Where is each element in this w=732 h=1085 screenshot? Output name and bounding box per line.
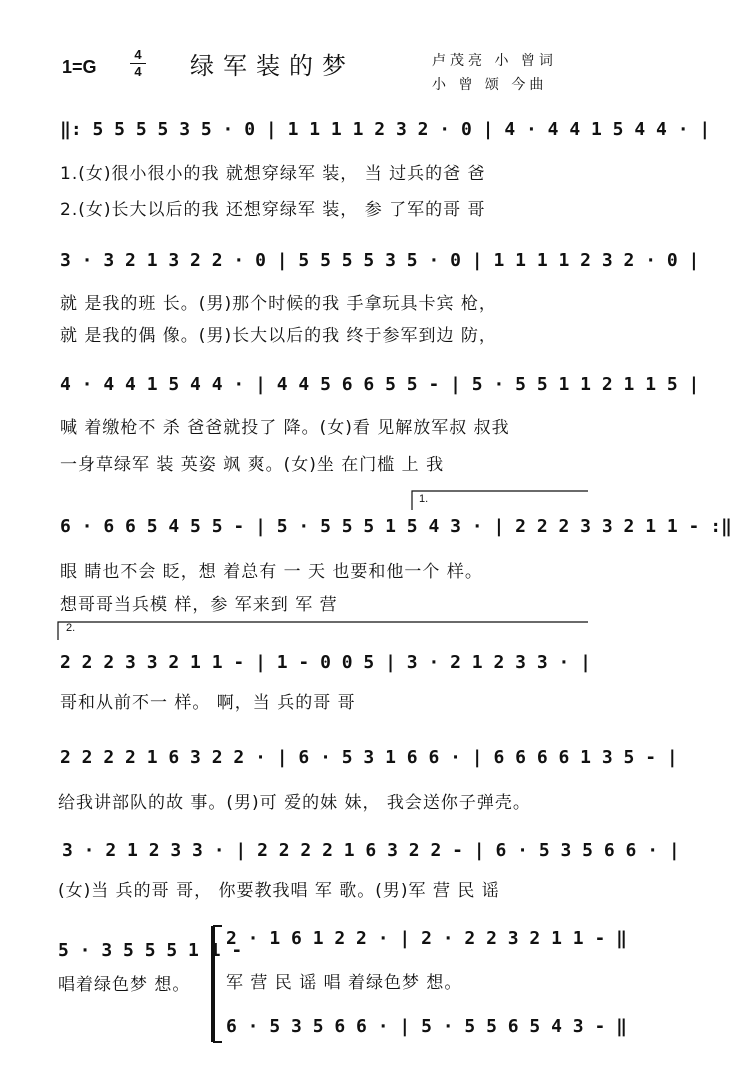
time-signature [130,48,146,79]
volta-1-bracket [412,491,588,510]
notation-line-6: 2 2 2 2 1 6 3 2 2 · | 6 · 5 3 1 6 6 · | 6 6 6 6 1 3 5 - | [60,747,678,768]
lyric-line-8-left: 唱着绿色梦 想。 [58,975,191,995]
notation-line-1: ‖: 5 5 5 5 3 5 · 0 | 1 1 1 1 2 3 2 · 0 | 4 · 4 4 1 5 4 4 · | [60,119,711,140]
song-title: 绿军装的梦 [190,52,355,80]
lyric-line-8-upper: 军 营 民 谣 唱 着绿色梦 想。 [226,973,463,993]
volta-1-label: 1. [419,493,429,505]
notation-line-7: 3 · 2 1 2 3 3 · | 2 2 2 2 1 6 3 2 2 - | 6 · 5 3 5 6 6 · | [62,840,680,861]
notation-line-3: 4 · 4 4 1 5 4 4 · | 4 4 5 6 6 5 5 - | 5 · 5 5 1 1 2 1 1 5 | [60,374,700,395]
volta-2-bracket [58,622,588,640]
notation-line-4: 6 · 6 6 5 4 5 5 - | 5 · 5 5 5 1 5 4 3 · | 2 2 2 3 3 2 1 1 - :‖ [60,516,732,537]
notation-line-8-lower: 6 · 5 3 5 6 6 · | 5 · 5 5 6 5 4 3 - ‖ [226,1016,627,1037]
notation-line-5: 2 2 2 3 3 2 1 1 - | 1 - 0 0 5 | 3 · 2 1 2 3 3 · | [60,652,592,673]
composer-credit: 小 曾 颂 今曲 [432,77,548,93]
notation-line-8-upper: 2 · 1 6 1 2 2 · | 2 · 2 2 3 2 1 1 - ‖ [226,928,627,949]
lyric-line-2b: 就 是我的偶 像。(男)长大以后的我 终于参军到边 防， [60,326,497,346]
time-signature-numerator: 4 [134,47,142,62]
lyric-line-4b: 想哥哥当兵模 样，参 军来到 军 营 [60,595,338,615]
notation-line-8-left: 5 · 3 5 5 5 1 1 - [58,940,243,961]
lyric-line-2a: 就 是我的班 长。(男)那个时候的我 手拿玩具卡宾 枪， [60,294,497,314]
lyric-line-5: 哥和从前不一 样。 啊，当 兵的哥 哥 [60,693,356,713]
lyric-line-1b: 2.(女)长大以后的我 还想穿绿军 装， 参 了军的哥 哥 [60,200,486,220]
lyric-line-3a: 喊 着缴枪不 杀 爸爸就投了 降。(女)看 见解放军叔 叔我 [60,418,510,438]
notation-line-2: 3 · 3 2 1 3 2 2 · 0 | 5 5 5 5 3 5 · 0 | 1 1 1 1 2 3 2 · 0 | [60,250,700,271]
lyric-line-7: (女)当 兵的哥 哥， 你要教我唱 军 歌。(男)军 营 民 谣 [58,881,500,901]
lyric-line-3b: 一身草绿军 装 英姿 飒 爽。(女)坐 在门槛 上 我 [60,455,445,475]
lyric-line-4a: 眼 睛也不会 眨，想 着总有 一 天 也要和他一个 样。 [60,562,483,582]
time-signature-denominator: 4 [134,64,142,79]
lyric-line-1a: 1.(女)很小很小的我 就想穿绿军 装， 当 过兵的爸 爸 [60,164,486,184]
key-signature: 1=G [62,57,97,77]
lyricist-credit: 卢茂亮 小 曾词 [432,53,557,69]
volta-2-label: 2. [66,622,76,634]
lyric-line-6: 给我讲部队的故 事。(男)可 爱的妹 妹， 我会送你子弹壳。 [58,793,531,813]
